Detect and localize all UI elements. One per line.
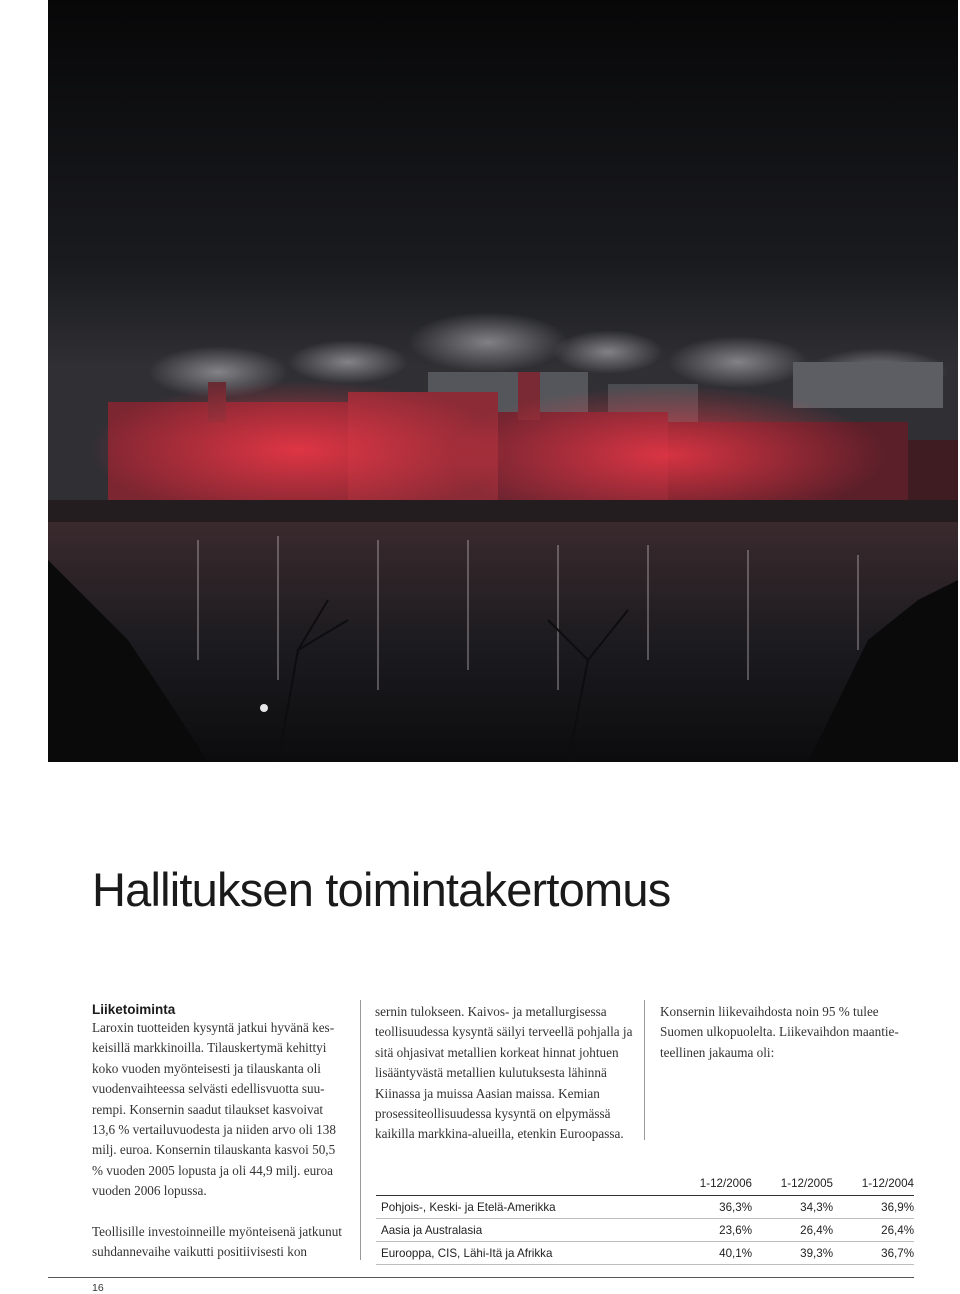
text-column-3 xyxy=(660,1002,920,1063)
table-header-2005: 1-12/2005 xyxy=(780,1177,833,1190)
table-cell: 40,1% xyxy=(719,1246,752,1260)
table-row xyxy=(376,1196,914,1219)
table-cell: 26,4% xyxy=(800,1223,833,1237)
table-row xyxy=(376,1242,914,1265)
table-cell: 36,7% xyxy=(881,1246,914,1260)
table-cell-region: Aasia ja Australasia xyxy=(381,1223,483,1237)
column-divider xyxy=(644,1000,645,1140)
table-header-2004: 1-12/2004 xyxy=(861,1177,914,1190)
section-heading: Liiketoiminta xyxy=(92,1002,176,1017)
table-header-row xyxy=(376,1172,914,1196)
revenue-distribution-table xyxy=(376,1172,914,1265)
table-cell: 36,3% xyxy=(719,1200,752,1214)
paragraph: Laroxin tuotteiden kysyntä jatkui hyvänä keskeisillä markkinoilla. Tilauskertymä kehittyi koko vuoden myönteisesti ja tilauskanta oli vuodenvaihteessa selvästi edellisvuotta suurempi. Konsernin saadut tilaukset kasvoivat 13,6 % vertailuvuodesta ja niiden arvo oli 138 milj. euroa. Konsernin tilauskanta kasvoi 50,5 % vuoden 2005 lopusta ja oli 44,9 milj. euroa vuoden 2006 lopussa. xyxy=(92,1020,336,1199)
page-title: Hallituksen toimintakertomus xyxy=(92,863,671,916)
table-cell: 23,6% xyxy=(719,1223,752,1237)
cover-photo xyxy=(48,0,958,762)
paragraph: sernin tulokseen. Kaivos- ja metallurgisessa teollisuudessa kysyntä säilyi terveellä pohjalla ja sitä ohjasivat metallien korkeat hinnat johtuen lisääntyvästä metallien kulutuksesta lähinnä Kiinassa ja muissa Aasian maissa. Kemian prosessiteollisuudessa kysyntä on elpymässä kaikilla markkina-alueilla, etenkin Euroopassa. xyxy=(375,1004,633,1142)
table-cell: 26,4% xyxy=(881,1223,914,1237)
page-number: 16 xyxy=(92,1282,104,1294)
text-column-2 xyxy=(375,1002,637,1145)
table-cell: 36,9% xyxy=(881,1200,914,1214)
table-row xyxy=(376,1219,914,1242)
table-header-2006: 1-12/2006 xyxy=(699,1177,752,1190)
table-cell-region: Eurooppa, CIS, Lähi-Itä ja Afrikka xyxy=(381,1246,553,1260)
table-cell: 39,3% xyxy=(800,1246,833,1260)
table-cell: 34,3% xyxy=(800,1200,833,1214)
text-column-1 xyxy=(92,1002,344,1263)
column-divider xyxy=(360,1000,361,1260)
paragraph: Teollisille investoinneille myönteisenä jatkunut suhdannevaihe vaikutti positiivisesti kon xyxy=(92,1224,342,1260)
paragraph: Konsernin liikevaihdosta noin 95 % tulee Suomen ulkopuolelta. Liikevaihdon maantieteellinen jakauma oli: xyxy=(660,1004,899,1060)
footer-rule xyxy=(48,1277,914,1278)
table-cell-region: Pohjois-, Keski- ja Etelä-Amerikka xyxy=(381,1200,556,1214)
